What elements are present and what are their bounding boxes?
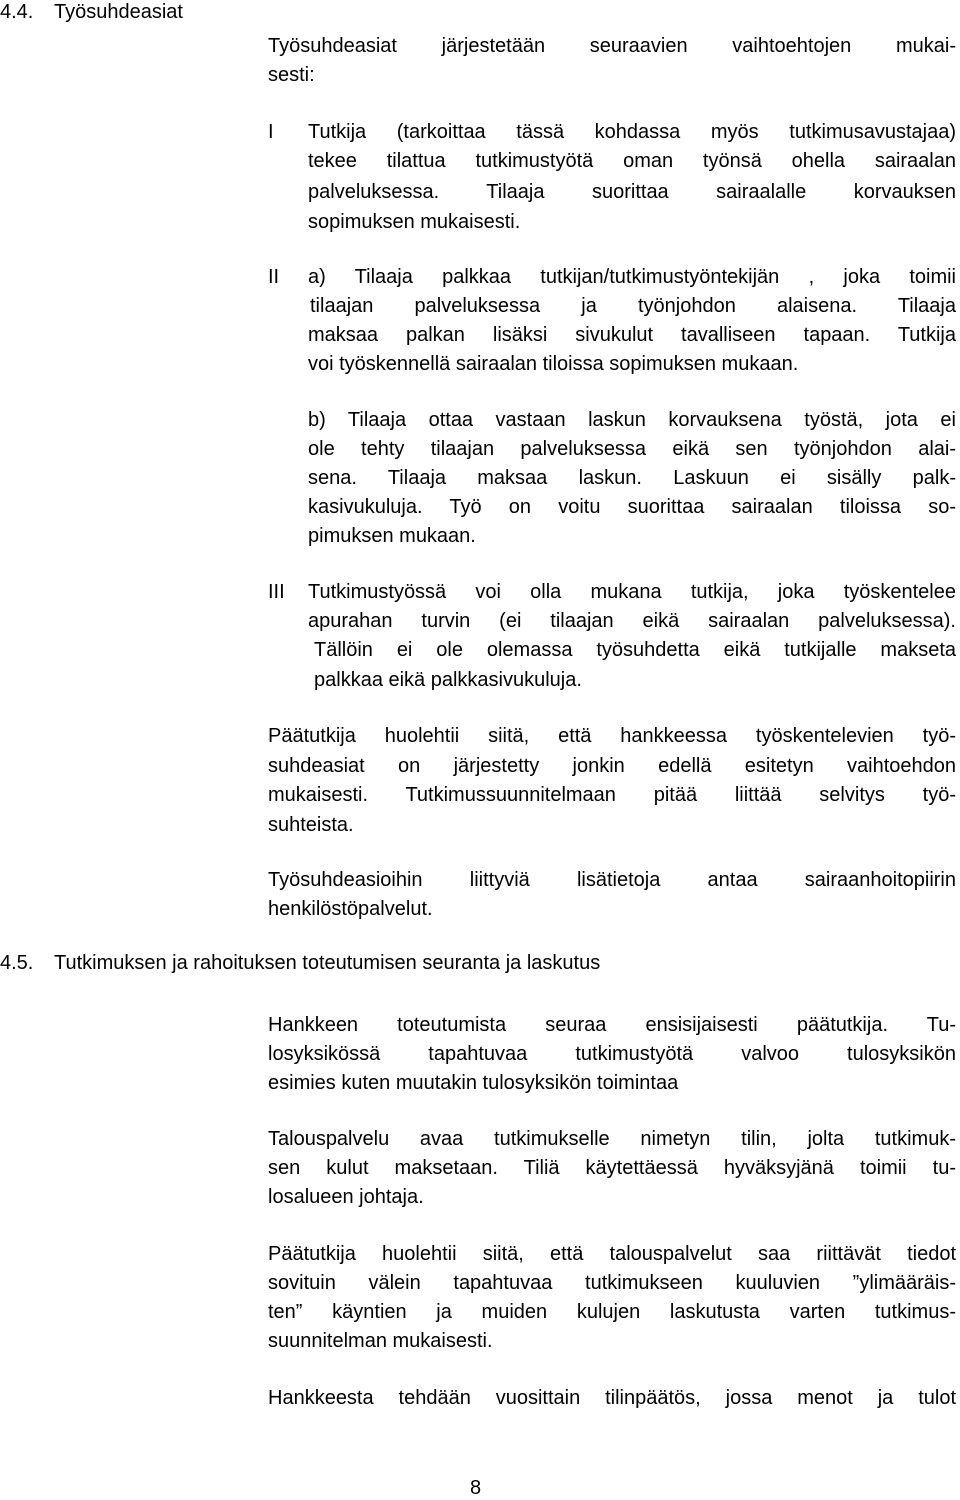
option-ii-b-line-4: kasivukuluja. Työ on voitu suorittaa sairaalan tiloissa so- bbox=[308, 496, 956, 518]
option-ii-b-line-3: sena. Tilaaja maksaa laskun. Laskuun ei sisälly palk- bbox=[308, 467, 956, 489]
lead-para-line-2: suhdeasiat on järjestetty jonkin edellä esitetyn vaihtoehdon bbox=[268, 755, 956, 777]
option-ii-a-line-1: a) Tilaaja palkkaa tutkijan/tutkimustyöntekijän , joka toimii bbox=[308, 266, 956, 288]
s45-para3-line-3: ten” käyntien ja muiden kulujen laskutusta varten tutkimus- bbox=[268, 1301, 956, 1323]
option-ii-a-line-3: maksaa palkan lisäksi sivukulut tavalliseen tapaan. Tutkija bbox=[308, 324, 956, 346]
s45-para1-line-3: esimies kuten muutakin tulosyksikön toimintaa bbox=[268, 1072, 679, 1094]
option-i-line-4: sopimuksen mukaisesti. bbox=[308, 211, 521, 233]
option-iii-line-4: palkkaa eikä palkkasivukuluja. bbox=[314, 669, 582, 691]
info-para-line-1: Työsuhdeasioihin liittyviä lisätietoja antaa sairaanhoitopiirin bbox=[268, 869, 956, 891]
option-ii-b-line-2: ole tehty tilaajan palveluksessa eikä sen työnjohdon alai- bbox=[308, 438, 956, 460]
s45-para2-line-3: losalueen johtaja. bbox=[268, 1186, 424, 1208]
s45-para3-line-2: sovituin välein tapahtuvaa tutkimukseen kuuluvien ”ylimääräis- bbox=[268, 1272, 956, 1294]
s45-para2-line-2: sen kulut maksetaan. Tiliä käytettäessä hyväksyjänä toimii tu- bbox=[268, 1157, 956, 1179]
option-ii-marker: II bbox=[268, 266, 280, 288]
option-ii-b-line-5: pimuksen mukaan. bbox=[308, 525, 476, 547]
s45-para3-line-4: suunnitelman mukaisesti. bbox=[268, 1330, 493, 1352]
option-i-line-3: palveluksessa. Tilaaja suorittaa sairaalalle korvauksen bbox=[308, 181, 956, 203]
lead-para-line-3: mukaisesti. Tutkimussuunnitelmaan pitää liittää selvitys työ- bbox=[268, 784, 956, 806]
info-para-line-2: henkilöstöpalvelut. bbox=[268, 898, 433, 920]
section-4-4-title: Työsuhdeasiat bbox=[54, 1, 183, 23]
intro-line-2: sesti: bbox=[268, 64, 315, 86]
intro-line-1: Työsuhdeasiat järjestetään seuraavien vaihtoehtojen mukai- bbox=[268, 35, 956, 57]
s45-para4-line-1: Hankkeesta tehdään vuosittain tilinpäätös, jossa menot ja tulot bbox=[268, 1387, 956, 1409]
s45-para2-line-1: Talouspalvelu avaa tutkimukselle nimetyn tilin, jolta tutkimuk- bbox=[268, 1128, 956, 1150]
option-ii-b-line-1: b) Tilaaja ottaa vastaan laskun korvauksena työstä, jota ei bbox=[308, 409, 956, 431]
section-4-5-number: 4.5. bbox=[0, 952, 34, 974]
section-4-5-title: Tutkimuksen ja rahoituksen toteutumisen seuranta ja laskutus bbox=[54, 952, 601, 974]
s45-para1-line-2: losyksikössä tapahtuvaa tutkimustyötä valvoo tulosyksikön bbox=[268, 1043, 956, 1065]
lead-para-line-4: suhteista. bbox=[268, 814, 354, 836]
lead-para-line-1: Päätutkija huolehtii siitä, että hankkeessa työskentelevien työ- bbox=[268, 725, 956, 747]
option-ii-a-line-4: voi työskennellä sairaalan tiloissa sopimuksen mukaan. bbox=[308, 353, 799, 375]
option-i-line-2: tekee tilattua tutkimustyötä oman työnsä ohella sairaalan bbox=[308, 150, 956, 172]
option-iii-line-3: Tällöin ei ole olemassa työsuhdetta eikä tutkijalle makseta bbox=[314, 639, 956, 661]
page-number: 8 bbox=[470, 1477, 482, 1499]
section-4-4-number: 4.4. bbox=[0, 1, 34, 23]
option-ii-a-line-2: tilaajan palveluksessa ja työnjohdon alaisena. Tilaaja bbox=[310, 295, 956, 317]
option-i-marker: I bbox=[268, 121, 274, 143]
option-iii-marker: III bbox=[268, 581, 285, 603]
s45-para1-line-1: Hankkeen toteutumista seuraa ensisijaisesti päätutkija. Tu- bbox=[268, 1014, 956, 1036]
option-iii-line-1: Tutkimustyössä voi olla mukana tutkija, joka työskentelee bbox=[308, 581, 956, 603]
option-i-line-1: Tutkija (tarkoittaa tässä kohdassa myös tutkimusavustajaa) bbox=[308, 121, 956, 143]
s45-para3-line-1: Päätutkija huolehtii siitä, että talouspalvelut saa riittävät tiedot bbox=[268, 1243, 956, 1265]
option-iii-line-2: apurahan turvin (ei tilaajan eikä sairaalan palveluksessa). bbox=[308, 610, 956, 632]
